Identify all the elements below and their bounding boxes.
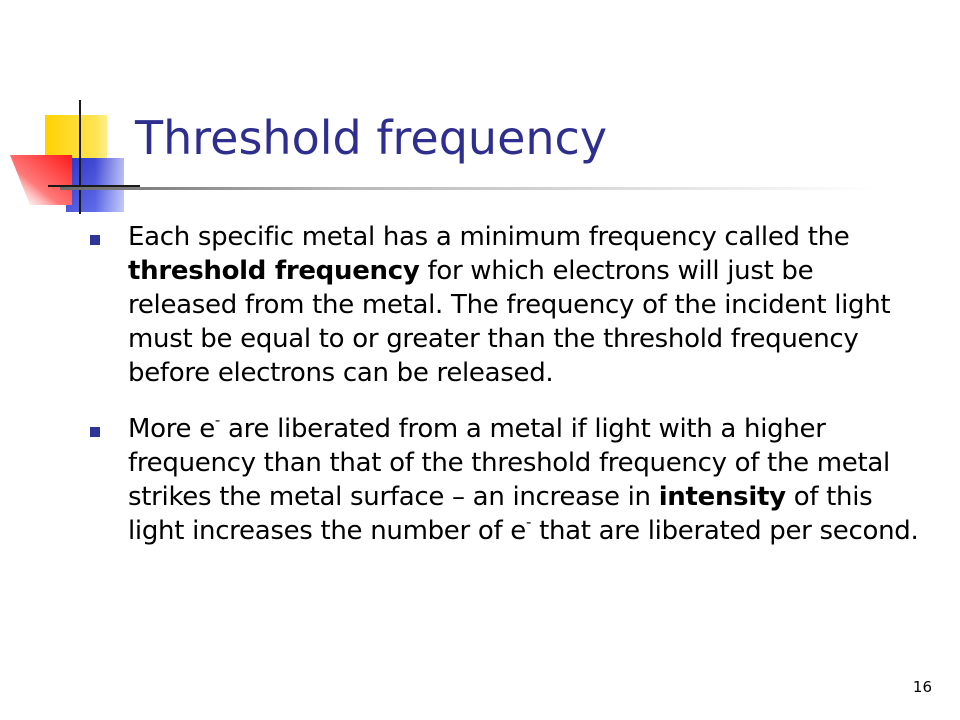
title-underline [60, 187, 880, 190]
square-bullet-icon [90, 235, 100, 245]
red-square [10, 155, 72, 205]
text-run: of this light increases the number of e [128, 482, 873, 546]
page-number: 16 [912, 678, 932, 696]
bullet-list [90, 220, 930, 570]
text-run: that are liberated per second. [531, 516, 919, 546]
bullet-item-intensity [90, 412, 930, 548]
text-run: for which electrons will just be released from the metal. The frequency of the incident light must be equal to or greater than the threshold frequency before electrons can be released. [128, 256, 891, 388]
superscript: - [214, 411, 221, 429]
square-bullet-icon [90, 427, 100, 437]
text-run: More e [128, 414, 215, 444]
slide-title: Threshold frequency [135, 111, 608, 165]
bold-term: threshold frequency [128, 256, 420, 286]
bullet-text [128, 220, 930, 390]
text-run: Each specific metal has a minimum frequency called the [128, 222, 850, 252]
bullet-text [128, 412, 930, 548]
text-run: are liberated from a metal if light with a higher frequency than that of the threshold frequency of the metal strikes the metal surface – an increase in [128, 414, 890, 512]
bullet-item-threshold [90, 220, 930, 390]
superscript: - [525, 513, 532, 531]
bold-term: intensity [658, 482, 786, 512]
decorative-squares-logo [0, 0, 140, 230]
